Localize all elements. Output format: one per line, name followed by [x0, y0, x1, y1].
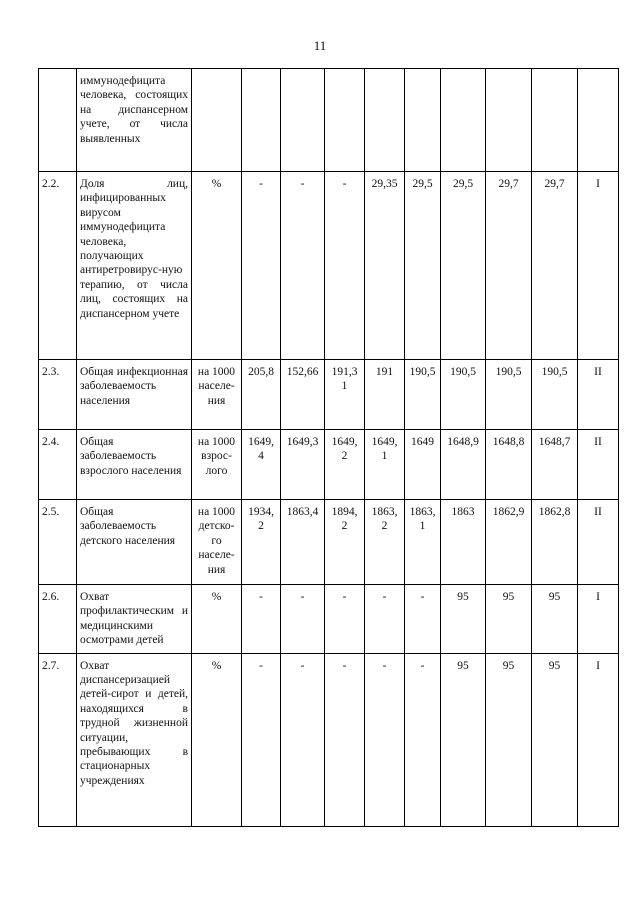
value-cell: 29,5: [441, 172, 486, 360]
category-cell: II: [578, 430, 619, 500]
value-cell: 95: [441, 653, 486, 826]
indicator-name-cell: Общая инфекционная заболеваемость населения: [77, 360, 192, 430]
value-cell: -: [242, 653, 281, 826]
value-cell: [325, 69, 365, 172]
table-row: [39, 360, 619, 430]
unit-cell: %: [192, 172, 242, 360]
row-number-cell: [39, 69, 77, 172]
category-cell: I: [578, 653, 619, 826]
value-cell: 191,3 1: [325, 360, 365, 430]
category-cell: II: [578, 500, 619, 585]
value-cell: 190,5: [486, 360, 532, 430]
value-cell: 205,8: [242, 360, 281, 430]
value-cell: -: [325, 585, 365, 654]
value-cell: 1648,7: [532, 430, 578, 500]
unit-cell: на 1000 взрос-лого: [192, 430, 242, 500]
value-cell: -: [281, 172, 325, 360]
value-cell: -: [242, 585, 281, 654]
value-cell: 29,35: [365, 172, 405, 360]
indicator-name-cell: иммунодефицита человека, состоящих на диспансерном учете, от числа выявленных: [77, 69, 192, 172]
value-cell: 95: [532, 585, 578, 654]
row-number-cell: 2.4.: [39, 430, 77, 500]
row-number-cell: 2.5.: [39, 500, 77, 585]
value-cell: [281, 69, 325, 172]
value-cell: 29,7: [532, 172, 578, 360]
value-cell: 1862,9: [486, 500, 532, 585]
value-cell: 95: [486, 585, 532, 654]
category-cell: I: [578, 585, 619, 654]
value-cell: -: [325, 172, 365, 360]
value-cell: 1863: [441, 500, 486, 585]
value-cell: 190,5: [441, 360, 486, 430]
indicator-name-cell: Общая заболеваемость детского населения: [77, 500, 192, 585]
value-cell: 95: [486, 653, 532, 826]
table-body: [39, 69, 619, 827]
row-number-cell: 2.2.: [39, 172, 77, 360]
value-cell: 1649, 1: [365, 430, 405, 500]
indicator-name-cell: Охват диспансеризацией детей-сирот и детей, находящихся в трудной жизненной ситуации, пребывающих в стационарных учреждениях: [77, 653, 192, 826]
value-cell: 190,5: [532, 360, 578, 430]
value-cell: 95: [441, 585, 486, 654]
value-cell: [532, 69, 578, 172]
value-cell: -: [281, 653, 325, 826]
unit-cell: %: [192, 653, 242, 826]
value-cell: 95: [532, 653, 578, 826]
value-cell: [486, 69, 532, 172]
value-cell: 29,5: [405, 172, 441, 360]
row-number-cell: 2.7.: [39, 653, 77, 826]
indicator-name-cell: Общая заболеваемость взрослого населения: [77, 430, 192, 500]
value-cell: 1863, 2: [365, 500, 405, 585]
value-cell: 29,7: [486, 172, 532, 360]
table-row: [39, 500, 619, 585]
value-cell: 1648,9: [441, 430, 486, 500]
value-cell: 191: [365, 360, 405, 430]
unit-cell: на 1000 населе-ния: [192, 360, 242, 430]
category-cell: I: [578, 172, 619, 360]
indicator-name-cell: Доля лиц, инфицированных вирусом иммунодефицита человека, получающих антиретровирус-ную терапию, от числа лиц, состоящих на диспансерном учете: [77, 172, 192, 360]
value-cell: 1649: [405, 430, 441, 500]
value-cell: -: [242, 172, 281, 360]
value-cell: -: [365, 585, 405, 654]
value-cell: 1894, 2: [325, 500, 365, 585]
page-number: 11: [313, 38, 327, 53]
value-cell: [405, 69, 441, 172]
indicator-name-cell: Охват профилактическим и медицинскими осмотрами детей: [77, 585, 192, 654]
value-cell: 1934, 2: [242, 500, 281, 585]
value-cell: -: [325, 653, 365, 826]
unit-cell: [192, 69, 242, 172]
table-row: [39, 172, 619, 360]
value-cell: 1863,4: [281, 500, 325, 585]
value-cell: [365, 69, 405, 172]
table-row: [39, 69, 619, 172]
unit-cell: на 1000 детско-го населе-ния: [192, 500, 242, 585]
unit-cell: %: [192, 585, 242, 654]
value-cell: 1648,8: [486, 430, 532, 500]
value-cell: -: [281, 585, 325, 654]
category-cell: [578, 69, 619, 172]
value-cell: 1863, 1: [405, 500, 441, 585]
row-number-cell: 2.6.: [39, 585, 77, 654]
value-cell: -: [405, 585, 441, 654]
table-row: [39, 430, 619, 500]
indicators-table: [38, 68, 619, 827]
value-cell: 1649, 2: [325, 430, 365, 500]
table-row: [39, 653, 619, 826]
value-cell: 1649,3: [281, 430, 325, 500]
value-cell: 190,5: [405, 360, 441, 430]
value-cell: -: [365, 653, 405, 826]
value-cell: 1649, 4: [242, 430, 281, 500]
row-number-cell: 2.3.: [39, 360, 77, 430]
table-row: [39, 585, 619, 654]
value-cell: [242, 69, 281, 172]
category-cell: II: [578, 360, 619, 430]
value-cell: -: [405, 653, 441, 826]
value-cell: 1862,8: [532, 500, 578, 585]
value-cell: 152,66: [281, 360, 325, 430]
value-cell: [441, 69, 486, 172]
